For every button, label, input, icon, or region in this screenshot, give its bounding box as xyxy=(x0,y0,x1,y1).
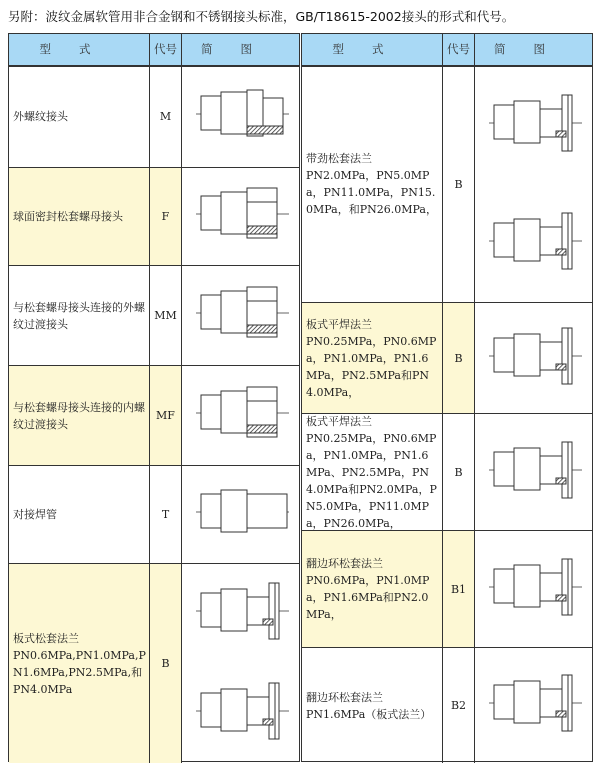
row-code: B xyxy=(443,66,475,303)
row-type: 翻边环松套法兰 xyxy=(306,557,383,570)
loose-flange-drawing xyxy=(191,679,291,748)
row-code: MM xyxy=(150,266,182,366)
table-row xyxy=(9,564,150,763)
hubbed-loose-flange-drawing xyxy=(484,91,584,160)
table-row xyxy=(302,414,443,531)
table-row xyxy=(9,366,150,466)
swivel-nut-fitting-drawing xyxy=(191,182,291,251)
row-type: 与松套螺母接头连接的内螺纹过渡接头 xyxy=(13,400,145,431)
header-type: 型式 xyxy=(9,34,150,66)
row-code: T xyxy=(150,466,182,564)
row-code: B xyxy=(150,564,182,763)
table-row xyxy=(302,648,443,763)
table-row xyxy=(9,168,150,266)
row-code: B xyxy=(443,303,475,414)
row-spec: PN0.6MPa，PN1.0MPa，PN1.6MPa和PN2.0MPa， xyxy=(306,574,430,621)
row-code: B2 xyxy=(443,648,475,763)
butt-weld-pipe-drawing xyxy=(191,480,291,549)
row-type: 球面密封松套螺母接头 xyxy=(13,210,123,223)
right-table xyxy=(301,33,593,762)
row-type: 板式平焊法兰 xyxy=(306,414,372,428)
header-type: 型式 xyxy=(302,34,443,66)
row-spec: PN2.0MPa，PN5.0MPa，PN11.0MPa，PN15.0MPa，和PN26.0MPa， xyxy=(306,169,437,216)
row-spec: PN0.25MPa，PN0.6MPa，PN1.0MPa，PN1.6MPa、PN2.5MPa，PN4.0MPa和PN2.0MPa，PN5.0MPa，PN11.0MPa，PN26.0MPa， xyxy=(306,431,437,530)
lap-joint-flange-drawing xyxy=(484,671,584,740)
row-type: 板式平焊法兰 xyxy=(306,317,372,331)
row-type: 翻边环松套法兰 xyxy=(306,690,383,704)
row-type: 带劲松套法兰 xyxy=(306,152,372,165)
table-row xyxy=(9,266,150,366)
table-row xyxy=(302,531,443,648)
header-diagram: 简图 xyxy=(182,34,299,66)
row-code: M xyxy=(150,66,182,168)
row-spec: PN0.6MPa,PN1.0MPa,PN1.6MPa,PN2.5MPa,和PN4.0MPa xyxy=(13,648,146,696)
row-type: 与松套螺母接头连接的外螺纹过渡接头 xyxy=(13,300,145,331)
left-table xyxy=(8,33,300,762)
row-type: 对接焊管 xyxy=(13,508,57,521)
header-code: 代号 xyxy=(443,34,475,66)
male-thread-fitting-drawing xyxy=(191,82,291,151)
row-type: 外螺纹接头 xyxy=(13,110,68,123)
table-row xyxy=(302,303,443,414)
row-code: B xyxy=(443,414,475,531)
loose-flange-drawing xyxy=(191,579,291,648)
header-diagram: 简图 xyxy=(475,34,592,66)
row-code: B1 xyxy=(443,531,475,648)
header-code: 代号 xyxy=(150,34,182,66)
lap-joint-flange-drawing xyxy=(484,555,584,624)
row-code: F xyxy=(150,168,182,266)
row-code: MF xyxy=(150,366,182,466)
plate-slip-on-flange-drawing xyxy=(484,324,584,393)
female-adapter-drawing xyxy=(191,381,291,450)
table-row xyxy=(9,66,150,168)
row-spec: PN0.25MPa，PN0.6MPa，PN1.0MPa，PN1.6MPa，PN2.5MPa和PN4.0MPa， xyxy=(306,334,437,399)
plate-slip-on-flange-drawing xyxy=(484,438,584,507)
row-type: 板式松套法兰 xyxy=(13,631,79,645)
hubbed-loose-flange-drawing xyxy=(484,209,584,278)
page-title: 另附：波纹金属软管用非合金钢和不锈钢接头标准，GB/T18615-2002接头的形式和代号。 xyxy=(8,9,515,24)
table-row xyxy=(302,66,443,303)
male-adapter-drawing xyxy=(191,281,291,350)
row-spec: PN1.6MPa（板式法兰） xyxy=(306,707,432,721)
table-row xyxy=(9,466,150,564)
